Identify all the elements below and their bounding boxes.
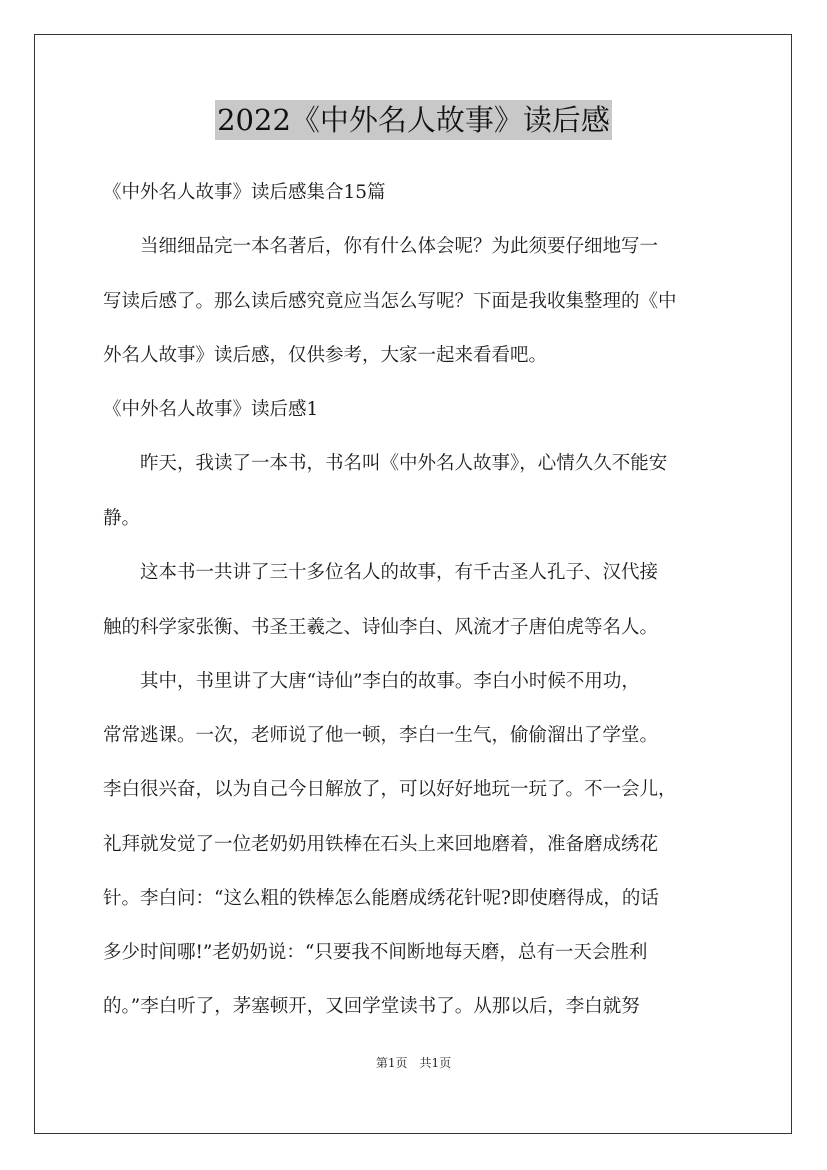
body-line: 外名人故事》读后感，仅供参考，大家一起来看看吧。: [103, 345, 548, 366]
body-line: 常常逃课。一次，老师说了他一顿，李白一生气，偷偷溜出了学堂。: [103, 725, 659, 746]
body-line: 针。李白问：“这么粗的铁棒怎么能磨成绣花针呢?即使磨得成，的话: [103, 888, 659, 909]
body-line: 这本书一共讲了三十多位名人的故事，有千古圣人孔子、汉代接: [103, 562, 659, 583]
title-container: [0, 100, 827, 140]
page-footer: [0, 1054, 827, 1071]
body-line: 当细细品完一本名著后，你有什么体会呢？为此须要仔细地写一: [103, 236, 659, 257]
body-line: 的。”李白听了，茅塞顿开，又回学堂读书了。从那以后，李白就努: [103, 996, 640, 1017]
body-line: 触的科学家张衡、书圣王羲之、诗仙李白、风流才子唐伯虎等名人。: [103, 617, 659, 638]
page-number: 第1页: [375, 1056, 408, 1070]
body-line: 李白很兴奋，以为自己今日解放了，可以好好地玩一玩了。不一会儿，: [103, 779, 677, 800]
section-heading: 《中外名人故事》读后感1: [103, 399, 319, 420]
body-line: 礼拜就发觉了一位老奶奶用铁棒在石头上来回地磨着，准备磨成绣花: [103, 834, 659, 855]
subtitle-line: 《中外名人故事》读后感集合15篇: [103, 182, 386, 203]
body-line: 多少时间哪!”老奶奶说：“只要我不间断地每天磨，总有一天会胜利: [103, 942, 648, 963]
document-title: 2022《中外名人故事》读后感: [215, 100, 612, 140]
body-line: 静。: [103, 508, 141, 529]
body-line: 其中，书里讲了大唐“诗仙”李白的故事。李白小时候不用功，: [103, 671, 640, 692]
page-total: 共1页: [419, 1056, 452, 1070]
body-line: 写读后感了。那么读后感究竟应当怎么写呢？下面是我收集整理的《中: [103, 291, 677, 312]
body-line: 昨天，我读了一本书，书名叫《中外名人故事》，心情久久不能安: [103, 453, 668, 474]
